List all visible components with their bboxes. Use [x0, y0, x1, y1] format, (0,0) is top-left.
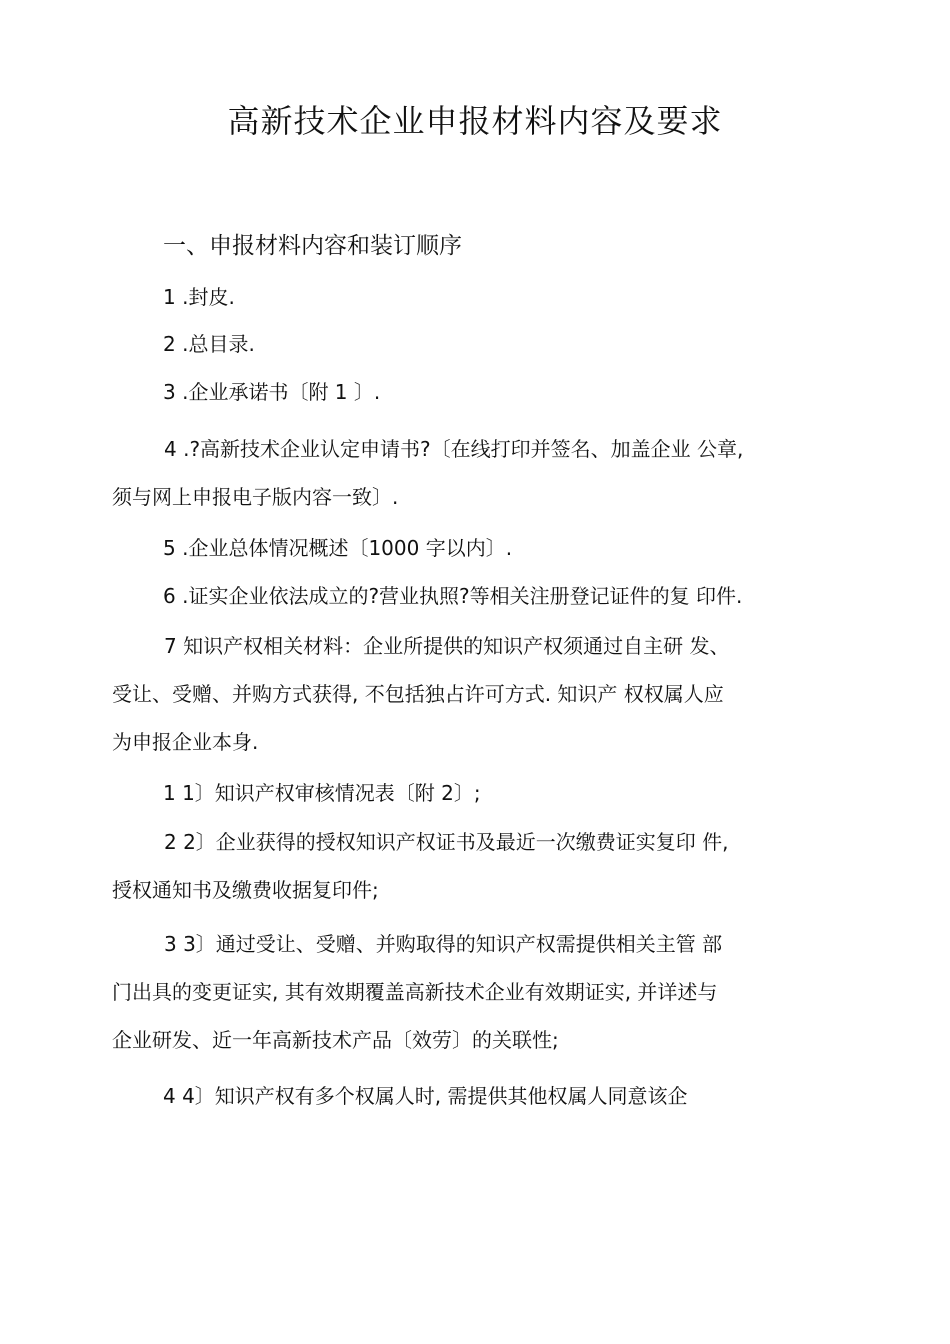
sub-item-2-line-1: 2 2〕企业获得的授权知识产权证书及最近一次缴费证实复印 件, [164, 830, 729, 854]
list-item-5: 5 .企业总体情况概述〔1000 字以内〕. [163, 536, 513, 560]
list-item-4-line-1: 4 .?高新技术企业认定申请书?〔在线打印并签名、加盖企业 公章, [164, 437, 744, 461]
sub-item-2-line-2: 授权通知书及缴费收据复印件; [112, 878, 379, 902]
list-item-7-line-3: 为申报企业本身. [112, 730, 259, 754]
sub-item-4: 4 4〕知识产权有多个权属人时, 需提供其他权属人同意该企 [163, 1084, 688, 1108]
list-item-1: 1 .封皮. [163, 285, 235, 309]
sub-item-2 [112, 818, 847, 914]
list-item-4-line-2: 须与网上申报电子版内容一致〕. [112, 485, 399, 509]
section-heading: 一、申报材料内容和装订顺序 [163, 233, 462, 259]
list-item-7-line-2: 受让、受赠、并购方式获得, 不包括独占许可方式. 知识产 权权属人应 [112, 682, 724, 706]
list-item-6: 6 .证实企业依法成立的?营业执照?等相关注册登记证件的复 印件. [163, 584, 743, 608]
sub-item-3-line-2: 门出具的变更证实, 其有效期覆盖高新技术企业有效期证实, 并详述与 [112, 980, 718, 1004]
list-item-2: 2 .总目录. [163, 332, 255, 356]
sub-item-1: 1 1〕知识产权审核情况表〔附 2〕; [163, 781, 481, 805]
sub-item-3 [112, 920, 847, 1064]
document-title: 高新技术企业申报材料内容及要求 [227, 102, 723, 140]
list-item-7-line-1: 7 知识产权相关材料：企业所提供的知识产权须通过自主研 发、 [164, 634, 730, 658]
list-item-7 [112, 622, 847, 766]
sub-item-3-line-1: 3 3〕通过受让、受赠、并购取得的知识产权需提供相关主管 部 [164, 932, 723, 956]
list-item-4 [112, 425, 847, 521]
sub-item-3-line-3: 企业研发、近一年高新技术产品〔效劳〕的关联性; [112, 1028, 559, 1052]
list-item-3: 3 .企业承诺书〔附 1 〕. [163, 380, 381, 404]
